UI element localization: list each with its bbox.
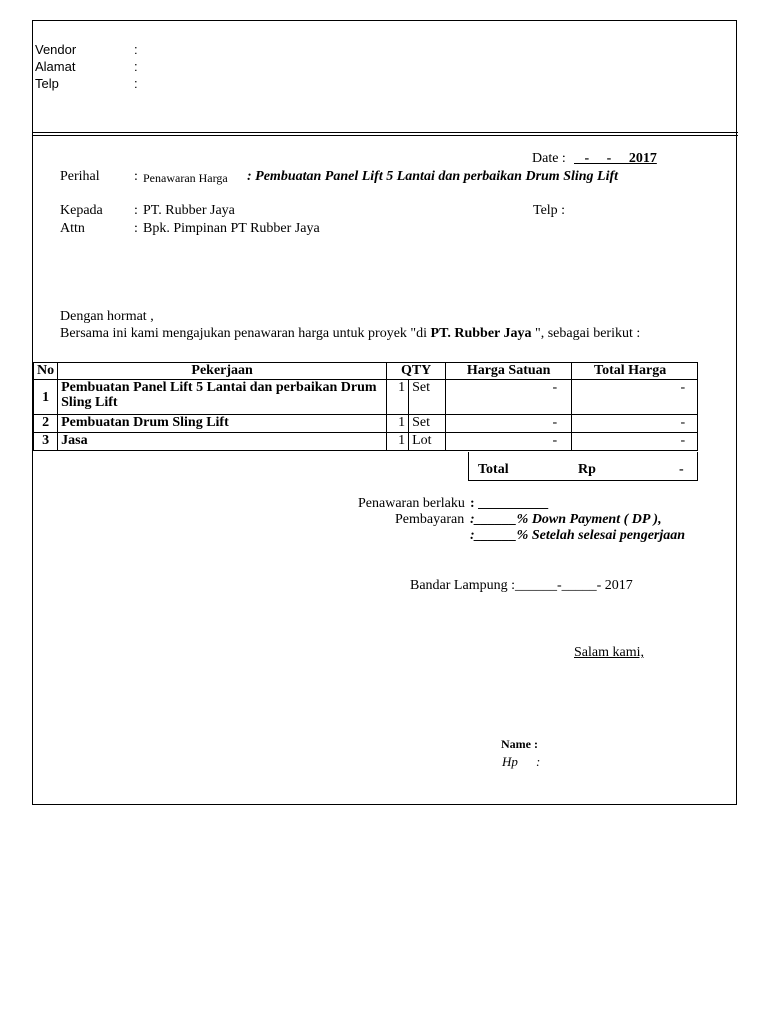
header-harga-satuan: Harga Satuan bbox=[446, 363, 572, 380]
perihal-subject: : Pembuatan Panel Lift 5 Lantai dan perbaikan Drum Sling Lift bbox=[247, 169, 619, 184]
header-pekerjaan: Pekerjaan bbox=[58, 363, 387, 380]
alamat-sep: : bbox=[134, 59, 138, 74]
header-qty: QTY bbox=[387, 363, 446, 380]
row-unit: Lot bbox=[409, 433, 446, 451]
row-no: 3 bbox=[34, 433, 58, 451]
vendor-sep: : bbox=[134, 42, 138, 57]
row-total-harga: - bbox=[572, 433, 698, 451]
row-pekerjaan: Pembuatan Drum Sling Lift bbox=[58, 415, 387, 433]
row-harga-satuan: - bbox=[446, 380, 572, 415]
intro-line bbox=[60, 326, 640, 342]
berlaku-value: : __________ bbox=[470, 496, 549, 511]
pembayaran-dp: :______% Down Payment ( DP ), bbox=[470, 512, 662, 527]
row-unit: Set bbox=[409, 415, 446, 433]
row-pekerjaan: Pembuatan Panel Lift 5 Lantai dan perbaikan Drum Sling Lift bbox=[58, 380, 387, 415]
header-total-harga: Total Harga bbox=[572, 363, 698, 380]
perihal-prefix: Penawaran Harga bbox=[143, 171, 228, 185]
closing-salam: Salam kami, bbox=[574, 645, 644, 660]
perihal-sep: : bbox=[134, 169, 138, 184]
vendor-label: Vendor bbox=[35, 42, 77, 57]
telp-label: Telp bbox=[35, 76, 59, 91]
perihal-label: Perihal bbox=[60, 169, 100, 184]
row-harga-satuan: - bbox=[446, 433, 572, 451]
telp-sep: : bbox=[134, 76, 138, 91]
header-divider-bottom bbox=[32, 135, 738, 136]
table-row bbox=[34, 433, 698, 451]
header-divider-top bbox=[32, 132, 738, 133]
header-no: No bbox=[34, 363, 58, 380]
place-date: Bandar Lampung :______-_____- 2017 bbox=[410, 578, 633, 593]
greeting: Dengan hormat , bbox=[60, 309, 154, 324]
alamat-label: Alamat bbox=[35, 59, 76, 74]
intro-text-before: Bersama ini kami mengajukan penawaran harga untuk proyek "di bbox=[60, 326, 431, 341]
sign-name-label: Name : bbox=[501, 737, 538, 751]
intro-text-after: ", sebagai berikut : bbox=[531, 326, 641, 341]
berlaku-label: Penawaran berlaku bbox=[358, 496, 465, 511]
row-qty: 1 bbox=[387, 415, 409, 433]
kepada-label: Kepada bbox=[60, 203, 103, 218]
kepada-sep: : bbox=[134, 203, 138, 218]
date-value: - - 2017 bbox=[574, 151, 657, 166]
kepada-value: PT. Rubber Jaya bbox=[143, 203, 235, 218]
row-total-harga: - bbox=[572, 380, 698, 415]
attn-label: Attn bbox=[60, 221, 85, 236]
attn-sep: : bbox=[134, 221, 138, 236]
table-row bbox=[34, 415, 698, 433]
pembayaran-setelah: :______% Setelah selesai pengerjaan bbox=[470, 528, 686, 543]
row-no: 1 bbox=[34, 380, 58, 415]
items-table bbox=[33, 362, 698, 451]
row-harga-satuan: - bbox=[446, 415, 572, 433]
table-row bbox=[34, 380, 698, 415]
row-qty: 1 bbox=[387, 433, 409, 451]
row-qty: 1 bbox=[387, 380, 409, 415]
total-currency: Rp bbox=[578, 462, 596, 477]
sign-hp-label: Hp bbox=[502, 754, 518, 769]
intro-company: PT. Rubber Jaya bbox=[430, 326, 532, 341]
row-total-harga: - bbox=[572, 415, 698, 433]
total-label: Total bbox=[478, 462, 509, 477]
row-pekerjaan: Jasa bbox=[58, 433, 387, 451]
date-label: Date : bbox=[532, 151, 566, 166]
sign-hp-sep: : bbox=[536, 754, 541, 769]
total-value: - bbox=[679, 462, 684, 477]
pembayaran-label: Pembayaran bbox=[395, 512, 465, 527]
kepada-telp-label: Telp : bbox=[533, 203, 566, 218]
row-unit: Set bbox=[409, 380, 446, 415]
table-header-row bbox=[34, 363, 698, 380]
row-no: 2 bbox=[34, 415, 58, 433]
attn-value: Bpk. Pimpinan PT Rubber Jaya bbox=[143, 221, 320, 236]
